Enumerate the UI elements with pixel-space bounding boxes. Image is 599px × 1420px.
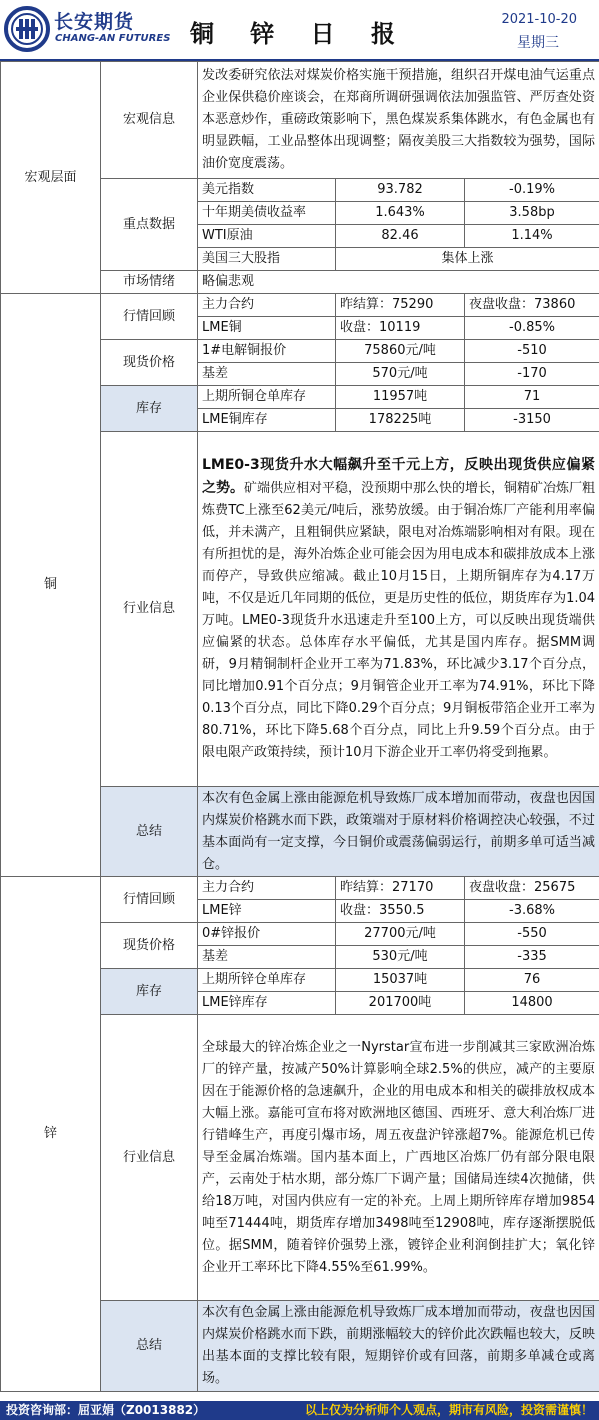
zinc-lme-inventory-value: 201700吨 (336, 992, 465, 1015)
copper-lme-close: 收盘：10119 (336, 317, 465, 340)
report-date: 2021-10-20 (501, 12, 577, 27)
zinc-summary-text: 本次有色金属上涨由能源危机导致炼厂成本增加而带动，夜盘也因国内煤炭价格跳水而下跌，前期涨幅较大的锌价此次跌幅也较大，反映出基本面的支撑比较有限，短期锌价或有回落，前期多单减仓或离场。 (198, 1301, 599, 1392)
copper-review-label: 行情回顾 (101, 294, 198, 340)
key-data-name: WTI原油 (198, 225, 336, 248)
copper-inventory-label: 库存 (101, 386, 198, 432)
footer-disclaimer: 以上仅为分析师个人观点，期市有风险，投资需谨慎！ (304, 1403, 593, 1417)
copper-main-night: 夜盘收盘：73860 (465, 294, 599, 317)
brand-name-cn: 长安期货 (54, 11, 135, 33)
zinc-lme-name: LME锌 (198, 900, 336, 923)
copper-spot-value: 75860元/吨 (336, 340, 465, 363)
copper-spot-label: 现货价格 (101, 340, 198, 386)
report-title: 铜 锌 日 报 (189, 20, 410, 48)
copper-lme-inventory-value: 178225吨 (336, 409, 465, 432)
zinc-review-label: 行情回顾 (101, 877, 198, 923)
zinc-lme-inventory-change: 14800 (465, 992, 599, 1015)
copper-spot-name: 1#电解铜报价 (198, 340, 336, 363)
zinc-shfe-inventory-value: 15037吨 (336, 969, 465, 992)
copper-industry-lead: LME0-3现货升水大幅飙升至千元上方，反映出现货供应偏紧之势。 (202, 457, 596, 496)
copper-basis-name: 基差 (198, 363, 336, 386)
key-data-value: 82.46 (336, 225, 465, 248)
key-data-change: -0.19% (465, 179, 599, 202)
zinc-shfe-inventory-change: 76 (465, 969, 599, 992)
zinc-shfe-inventory-name: 上期所锌仓单库存 (198, 969, 336, 992)
zinc-basis-change: -335 (465, 946, 599, 969)
copper-basis-change: -170 (465, 363, 599, 386)
key-data-change: 3.58bp (465, 202, 599, 225)
zinc-industry-label: 行业信息 (101, 1015, 198, 1301)
brand-name-en: CHANG-AN FUTURES (55, 33, 171, 44)
zinc-main-contract: 主力合约 (198, 877, 336, 900)
report-weekday: 星期三 (517, 35, 559, 51)
zinc-industry-text: 全球最大的锌冶炼企业之一Nyrstar宣布进一步削减其三家欧洲冶炼厂的锌产量，按减产50%计算影响全球2.5%的供应，减产的主要原因在于能源价格的急速飙升，企业的用电成本和相关的碳排放权成本大幅上涨。嘉能可宣布将对欧洲地区德国、西班牙、意大利冶炼厂进行错峰生产，再度引爆市场，周五夜盘沪锌涨超7%。能源危机已传导至金属冶炼端。国内基本面上，广西地区冶炼厂仍有部分限电限产，云南处于枯水期，部分炼厂下调产量；国储局连续4次抛储，供给18万吨，对国内供应有一定的补充。上周上期所锌库存增加9854吨至71444吨，期货库存增加3498吨至12908吨，库存逐渐摆脱低位。据SMM，随着锌价强势上涨，镀锌企业利润倒挂扩大；氧化锌企业开工率环比下降4.55%至61.99%。 (198, 1015, 599, 1301)
copper-industry-text (198, 432, 599, 787)
copper-shfe-inventory-value: 11957吨 (336, 386, 465, 409)
market-sentiment-value: 略偏悲观 (198, 271, 599, 294)
report-table (0, 61, 599, 1392)
copper-basis-value: 570元/吨 (336, 363, 465, 386)
market-sentiment-label: 市场情绪 (101, 271, 198, 294)
copper-lme-inventory-change: -3150 (465, 409, 599, 432)
copper-summary-text: 本次有色金属上涨由能源危机导致炼厂成本增加而带动，夜盘也因国内煤炭价格跳水而下跌，政策端对于原材料价格调控决心较强，不过基本面尚有一定支撑，今日铜价或震荡偏弱运行，前期多单可适当减仓。 (198, 787, 599, 877)
zinc-spot-label: 现货价格 (101, 923, 198, 969)
zinc-spot-change: -550 (465, 923, 599, 946)
copper-spot-change: -510 (465, 340, 599, 363)
copper-summary-label: 总结 (101, 787, 198, 877)
zinc-inventory-label: 库存 (101, 969, 198, 1015)
macro-info-text: 发改委研究依法对煤炭价格实施干预措施，组织召开煤电油气运重点企业保供稳价座谈会，在郑商所调研强调依法加强监管、严厉查处资本恶意炒作，重磅政策影响下，黑色煤炭系集体跳水，有色金属也有明显跌幅，工业品整体出现调整；隔夜美股三大指数较为强势，国际油价宽度震荡。 (198, 62, 599, 179)
us-stocks-value: 集体上涨 (336, 248, 599, 271)
zinc-basis-value: 530元/吨 (336, 946, 465, 969)
report-footer (0, 1401, 599, 1420)
section-copper-label: 铜 (1, 294, 101, 877)
copper-industry-body: 矿端供应相对平稳，没预期中那么快的增长，铜精矿冶炼厂粗炼费TC上涨至62美元/吨后，涨势放缓。由于铜冶炼厂产能利用率偏低，并未满产，且粗铜供应紧缺，限电对冶炼端影响相对有限。现在有所担忧的是，海外冶炼企业可能会因为用电成本和碳排放成本上涨而停产，导致供应缩减。截止10月15日，上期所铜库存为4.17万吨，不仅是近几年同期的低位，更是历史性的低位，期货库存为1.04万吨。LME0-3现货升水迅速走升至100上方，可以反映出现货端供应偏紧的状态。总体库存水平偏低，尤其是国内库存。据SMM调研，9月精铜制杆企业开工率为71.83%，环比减少3.17个百分点，同比增加0.91个百分点；9月铜管企业开工率为74.91%，环比下降0.13个百分点，同比下降0.29个百分点；9月铜板带箔企业开工率为80.71%，环比下降5.68个百分点，同比上升9.59个百分点。由于限电限产政策持续，预计10月下游企业开工率仍将受到拖累。 (202, 481, 596, 760)
copper-shfe-inventory-change: 71 (465, 386, 599, 409)
key-data-name: 美元指数 (198, 179, 336, 202)
report-header (0, 0, 599, 61)
zinc-spot-value: 27700元/吨 (336, 923, 465, 946)
us-stocks-name: 美国三大股指 (198, 248, 336, 271)
key-data-name: 十年期美债收益率 (198, 202, 336, 225)
key-data-label: 重点数据 (101, 179, 198, 271)
copper-main-contract: 主力合约 (198, 294, 336, 317)
zinc-summary-label: 总结 (101, 1301, 198, 1392)
copper-shfe-inventory-name: 上期所铜仓单库存 (198, 386, 336, 409)
footer-contact: 投资咨询部：屈亚娟（Z0013882） (6, 1403, 206, 1417)
key-data-change: 1.14% (465, 225, 599, 248)
zinc-basis-name: 基差 (198, 946, 336, 969)
zinc-lme-inventory-name: LME锌库存 (198, 992, 336, 1015)
copper-lme-name: LME铜 (198, 317, 336, 340)
section-macro-label: 宏观层面 (1, 62, 101, 294)
zinc-lme-change: -3.68% (465, 900, 599, 923)
zinc-lme-close: 收盘：3550.5 (336, 900, 465, 923)
copper-main-settle: 昨结算：75290 (336, 294, 465, 317)
section-zinc-label: 锌 (1, 877, 101, 1392)
copper-lme-inventory-name: LME铜库存 (198, 409, 336, 432)
copper-industry-label: 行业信息 (101, 432, 198, 787)
key-data-value: 1.643% (336, 202, 465, 225)
copper-lme-change: -0.85% (465, 317, 599, 340)
zinc-main-settle: 昨结算：27170 (336, 877, 465, 900)
zinc-spot-name: 0#锌报价 (198, 923, 336, 946)
zinc-main-night: 夜盘收盘：25675 (465, 877, 599, 900)
key-data-value: 93.782 (336, 179, 465, 202)
macro-info-label: 宏观信息 (101, 62, 198, 179)
